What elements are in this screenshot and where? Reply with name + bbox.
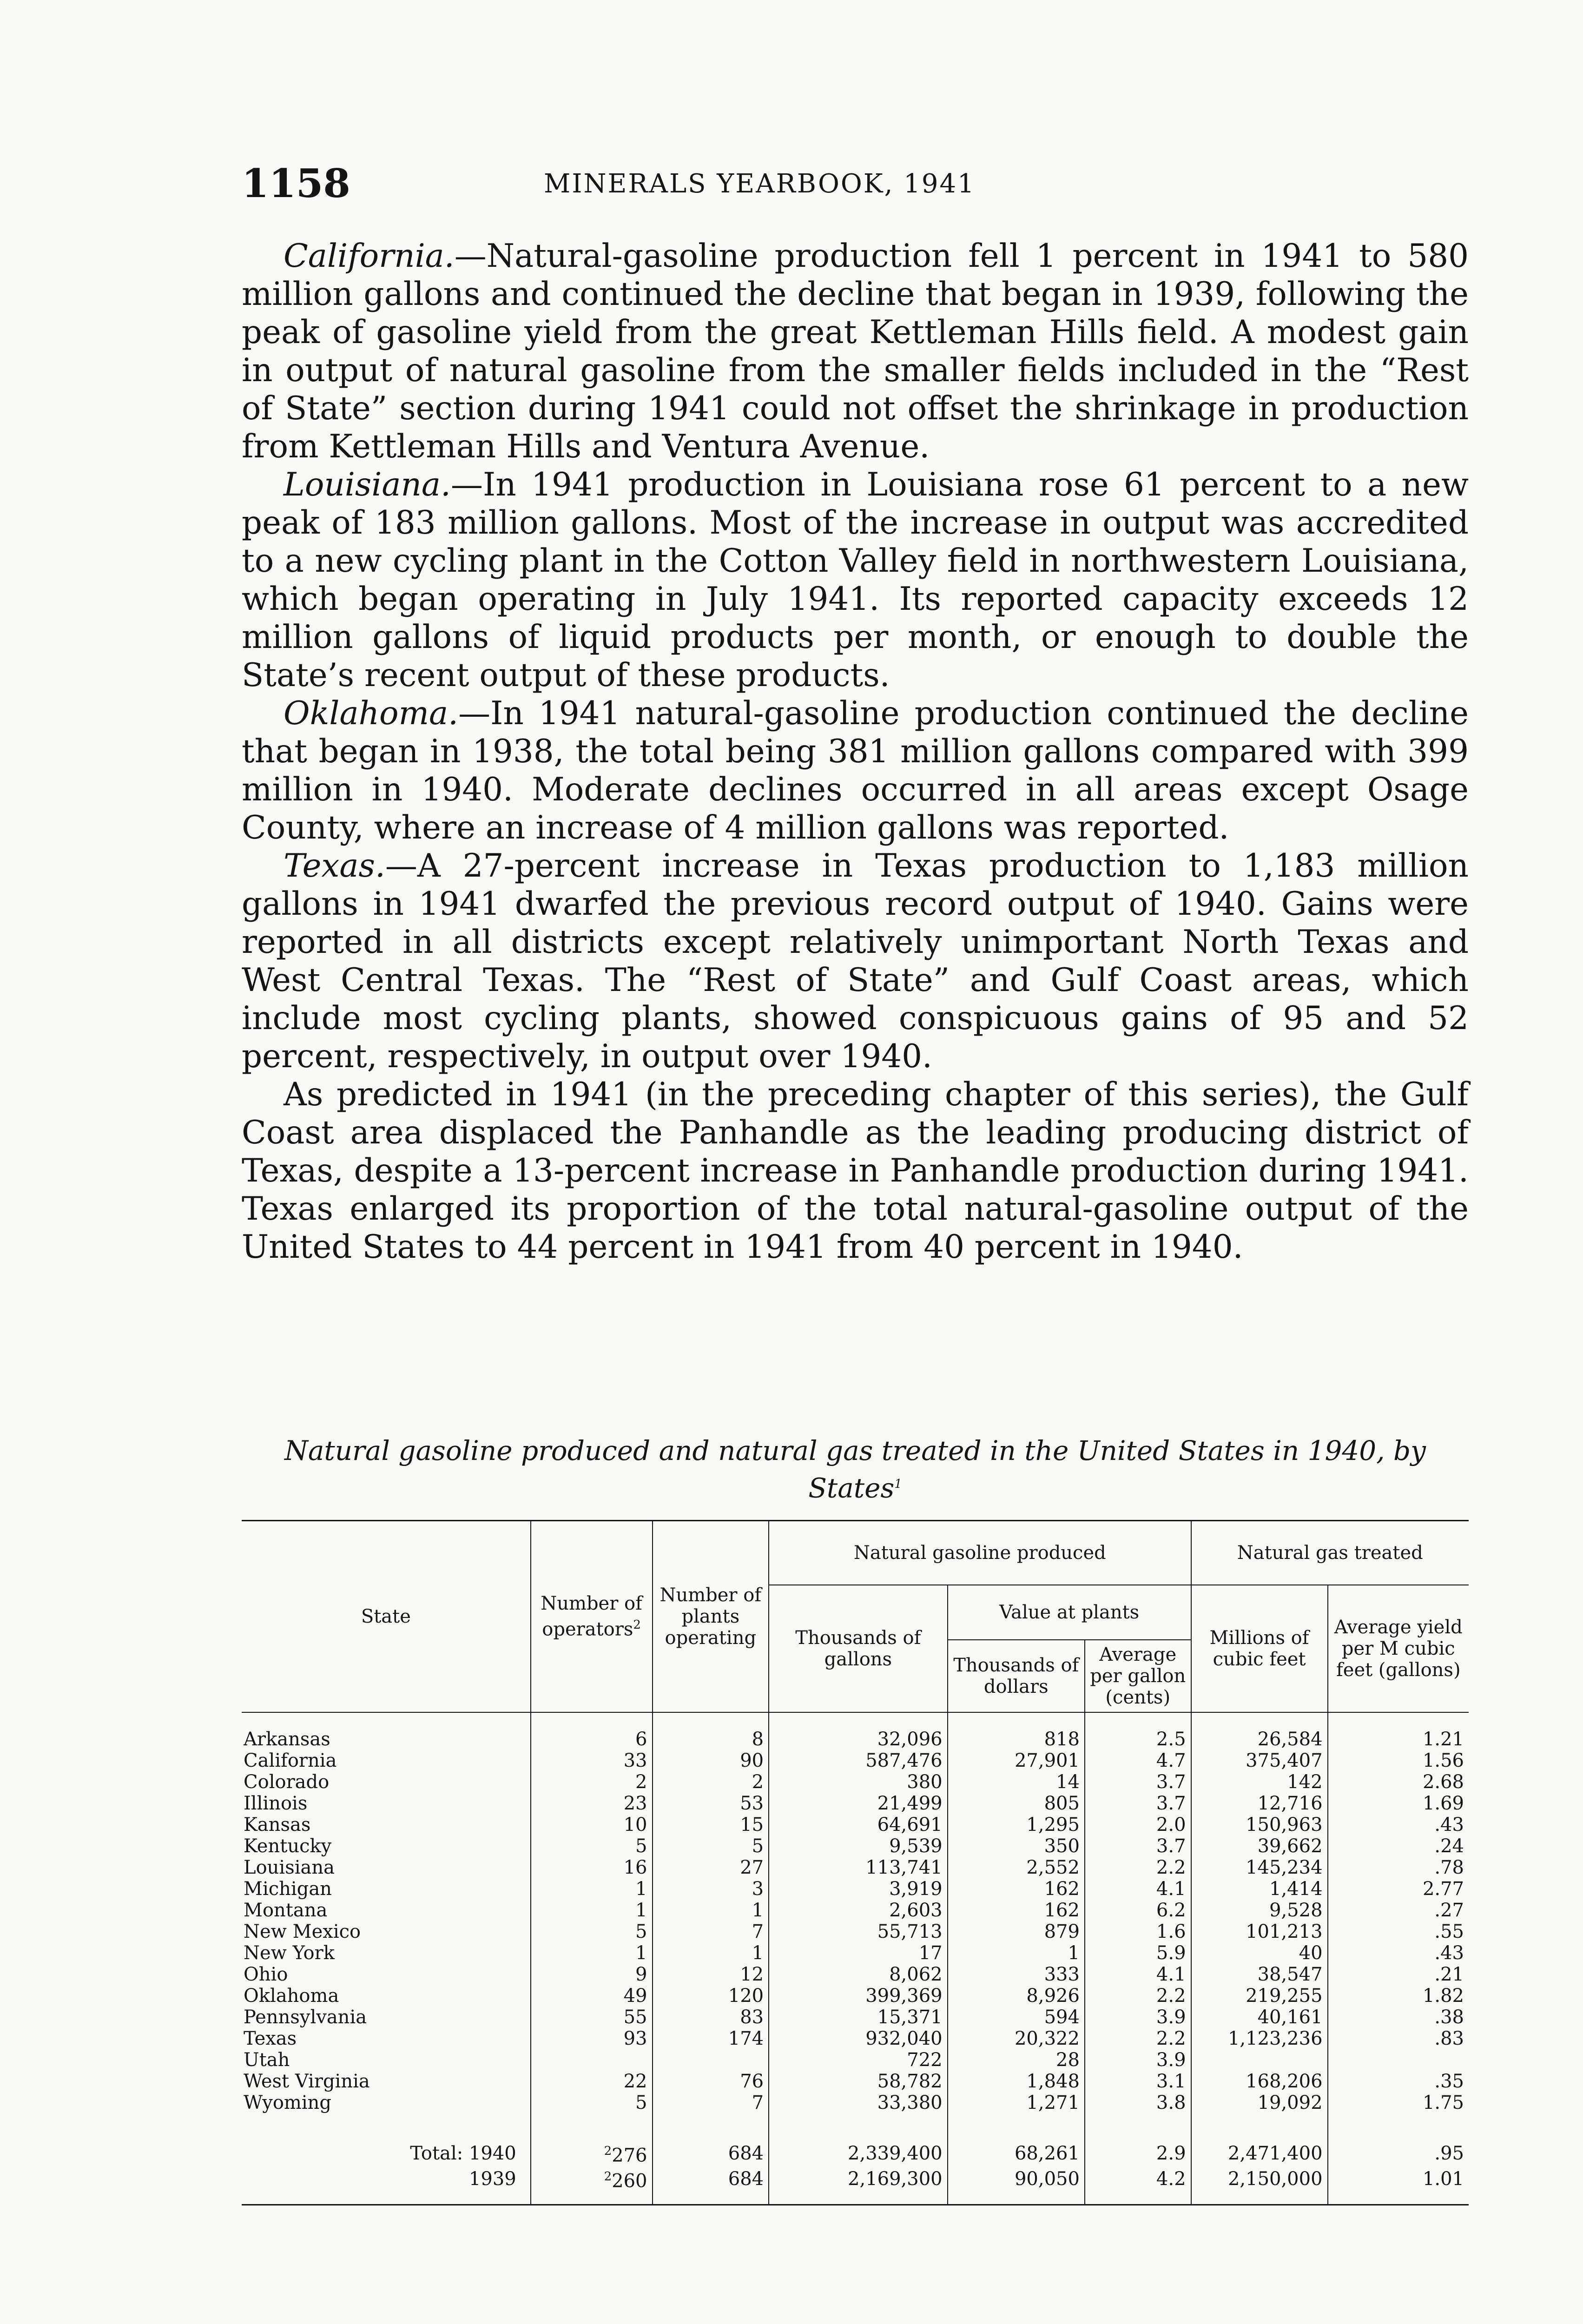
state-cell: Kansas <box>242 1814 531 1835</box>
plants-cell: 1 <box>653 1900 769 1921</box>
state-cell: Ohio <box>242 1964 531 1985</box>
table-row <box>242 1750 1469 1771</box>
dollars-cell: 68,261 <box>948 2113 1085 2166</box>
yield-cell: .43 <box>1434 1942 1464 1964</box>
state-cell: Arkansas <box>242 1712 531 1750</box>
paragraph-gulf-coast <box>242 1076 1469 1266</box>
state-cell: New York <box>242 1942 531 1964</box>
state-cell: Kentucky <box>242 1835 531 1857</box>
yield-cell: .95 <box>1434 2142 1464 2164</box>
operators-cell: 2 <box>531 1771 653 1793</box>
gallons-cell: 587,476 <box>769 1750 947 1771</box>
gallons-cell: 380 <box>769 1771 947 1793</box>
cents-cell: 2.9 <box>1085 2113 1191 2166</box>
table-row <box>242 1771 1469 1793</box>
paragraph-text: —In 1941 natural-gasoline production continued the decline that began in 1938, the total being 381 million gallons compared with 399 million in 1940. Moderate declines occurred in all areas except Osage County, where an increase of 4 million gallons was reported. <box>242 695 1469 846</box>
mcf-cell: 1,414 <box>1191 1878 1328 1900</box>
dollars-cell: 879 <box>948 1921 1085 1942</box>
mcf-cell: 150,963 <box>1191 1814 1328 1835</box>
header-average-yield: Average yield per M cubic feet (gallons) <box>1328 1585 1469 1712</box>
plants-cell: 3 <box>653 1878 769 1900</box>
paragraph-heading: Oklahoma. <box>284 695 459 732</box>
state-cell: California <box>242 1750 531 1771</box>
mcf-cell: 12,716 <box>1191 1793 1328 1814</box>
dollars-cell: 2,552 <box>948 1857 1085 1878</box>
state-cell: Illinois <box>242 1793 531 1814</box>
operators-cell: 49 <box>531 1985 653 2007</box>
plants-cell: 76 <box>653 2071 769 2092</box>
dollars-cell: 1,295 <box>948 1814 1085 1835</box>
running-title: MINERALS YEARBOOK, 1941 <box>544 169 976 199</box>
gallons-cell: 21,499 <box>769 1793 947 1814</box>
plants-cell: 83 <box>653 2007 769 2028</box>
mcf-cell: 142 <box>1191 1771 1328 1793</box>
yield-cell: .27 <box>1434 1900 1464 1921</box>
paragraph-louisiana <box>242 466 1469 694</box>
cents-cell: 4.1 <box>1085 1878 1191 1900</box>
table-row <box>242 2007 1469 2028</box>
state-cell: New Mexico <box>242 1921 531 1942</box>
operators-footnote-mark: 2 <box>604 2170 612 2184</box>
total-label-cell: 1939 <box>242 2166 531 2205</box>
state-cell: Wyoming <box>242 2092 531 2113</box>
operators-value: 276 <box>612 2145 647 2166</box>
gallons-cell: 55,713 <box>769 1921 947 1942</box>
state-cell: West Virginia <box>242 2071 531 2092</box>
plants-cell: 15 <box>653 1814 769 1835</box>
dollars-cell: 594 <box>948 2007 1085 2028</box>
mcf-cell: 219,255 <box>1191 1985 1328 2007</box>
mcf-cell: 2,150,000 <box>1191 2166 1328 2205</box>
table-row <box>242 1964 1469 1985</box>
mcf-cell: 40,161 <box>1191 2007 1328 2028</box>
table-row <box>242 1900 1469 1921</box>
plants-cell: 8 <box>653 1712 769 1750</box>
operators-cell: 5 <box>531 1835 653 1857</box>
mcf-cell: 9,528 <box>1191 1900 1328 1921</box>
operators-cell: 10 <box>531 1814 653 1835</box>
table-row <box>242 2092 1469 2113</box>
state-cell: Utah <box>242 2049 531 2071</box>
header-plants: Number of plants operating <box>653 1521 769 1713</box>
table-body <box>242 1712 1469 2113</box>
yield-cell: .35 <box>1434 2071 1464 2092</box>
gallons-cell: 399,369 <box>769 1985 947 2007</box>
table-row <box>242 1985 1469 2007</box>
operators-cell: 6 <box>531 1712 653 1750</box>
cents-cell: 5.9 <box>1085 1942 1191 1964</box>
dollars-cell: 27,901 <box>948 1750 1085 1771</box>
total-row <box>242 2113 1469 2166</box>
plants-cell: 2 <box>653 1771 769 1793</box>
header-operators-text: Number of operators <box>541 1593 642 1640</box>
mcf-cell: 39,662 <box>1191 1835 1328 1857</box>
cents-cell: 4.7 <box>1085 1750 1191 1771</box>
operators-cell: 33 <box>531 1750 653 1771</box>
cents-cell: 2.5 <box>1085 1712 1191 1750</box>
state-cell: Montana <box>242 1900 531 1921</box>
cents-cell: 4.2 <box>1085 2166 1191 2205</box>
gallons-cell: 15,371 <box>769 2007 947 2028</box>
plants-cell: 5 <box>653 1835 769 1857</box>
paragraph-oklahoma <box>242 694 1469 847</box>
operators-cell: 23 <box>531 1793 653 1814</box>
table-row <box>242 1857 1469 1878</box>
cents-cell: 3.7 <box>1085 1835 1191 1857</box>
cents-cell: 4.1 <box>1085 1964 1191 1985</box>
operators-cell: 16 <box>531 1857 653 1878</box>
paragraph-california <box>242 237 1469 466</box>
yield-cell: 1.56 <box>1422 1750 1464 1771</box>
mcf-cell: 26,584 <box>1191 1712 1328 1750</box>
yield-cell: 1.75 <box>1422 2092 1464 2113</box>
header-group-gas: Natural gas treated <box>1191 1521 1469 1585</box>
table-row <box>242 1835 1469 1857</box>
plants-cell: 90 <box>653 1750 769 1771</box>
mcf-cell: 19,092 <box>1191 2092 1328 2113</box>
state-cell: Oklahoma <box>242 1985 531 2007</box>
mcf-cell: 40 <box>1191 1942 1328 1964</box>
state-cell: Colorado <box>242 1771 531 1793</box>
header-thousands-gallons: Thousands of gallons <box>769 1585 947 1712</box>
paragraph-text: —A 27-percent increase in Texas production to 1,183 million gallons in 1941 dwarfed the previous record output of 1940. Gains were reported in all districts except relatively unimportant North Texas and West Central Texas. The “Rest of State” and Gulf Coast areas, which include most cycling plants, showed conspicuous gains of 95 and 52 percent, respectively, in output over 1940. <box>242 847 1469 1075</box>
gallons-cell: 32,096 <box>769 1712 947 1750</box>
dollars-cell: 8,926 <box>948 1985 1085 2007</box>
paragraph-texas <box>242 847 1469 1076</box>
dollars-cell: 162 <box>948 1900 1085 1921</box>
table-row <box>242 2049 1469 2071</box>
plants-cell: 53 <box>653 1793 769 1814</box>
operators-cell: 1 <box>531 1942 653 1964</box>
plants-cell: 174 <box>653 2028 769 2049</box>
cents-cell: 3.7 <box>1085 1771 1191 1793</box>
gallons-cell: 2,339,400 <box>769 2113 947 2166</box>
operators-cell <box>531 2166 653 2205</box>
gasoline-by-state-table <box>242 1520 1469 2205</box>
yield-cell: 1.69 <box>1422 1793 1464 1814</box>
mcf-cell: 145,234 <box>1191 1857 1328 1878</box>
paragraph-text: —Natural-gasoline production fell 1 percent in 1941 to 580 million gallons and continued the decline that began in 1939, following the peak of gasoline yield from the great Kettleman Hills field. A modest gain in output of natural gasoline from the smaller fields included in the “Rest of State” section during 1941 could not offset the shrinkage in production from Kettleman Hills and Ventura Avenue. <box>242 238 1469 465</box>
dollars-cell: 1,271 <box>948 2092 1085 2113</box>
gallons-cell: 113,741 <box>769 1857 947 1878</box>
operators-cell: 5 <box>531 1921 653 1942</box>
state-cell: Pennsylvania <box>242 2007 531 2028</box>
dollars-cell: 162 <box>948 1878 1085 1900</box>
operators-cell: 9 <box>531 1964 653 1985</box>
mcf-cell: 168,206 <box>1191 2071 1328 2092</box>
gallons-cell: 33,380 <box>769 2092 947 2113</box>
cents-cell: 6.2 <box>1085 1900 1191 1921</box>
paragraph-text: As predicted in 1941 (in the preceding chapter of this series), the Gulf Coast area displaced the Panhandle as the leading producing district of Texas, despite a 13-percent increase in Panhandle production during 1941. Texas enlarged its proportion of the total natural-gasoline output of the United States to 44 percent in 1941 from 40 percent in 1940. <box>242 1076 1469 1266</box>
yield-cell: 2.77 <box>1422 1878 1464 1900</box>
yield-cell: .43 <box>1434 1814 1464 1835</box>
operators-footnote-mark: 2 <box>604 2144 612 2158</box>
header-value-at-plants: Value at plants <box>948 1585 1191 1640</box>
header-average-cents: Average per gallon (cents) <box>1085 1640 1191 1712</box>
plants-cell <box>653 2049 769 2071</box>
cents-cell: 2.2 <box>1085 1857 1191 1878</box>
page-header <box>242 160 1469 216</box>
gallons-cell: 3,919 <box>769 1878 947 1900</box>
page-number: 1158 <box>242 160 350 206</box>
total-label-cell: Total: 1940 <box>242 2113 531 2166</box>
table-row <box>242 1878 1469 1900</box>
plants-cell: 684 <box>653 2113 769 2166</box>
state-cell: Texas <box>242 2028 531 2049</box>
dollars-cell: 1,848 <box>948 2071 1085 2092</box>
mcf-cell: 2,471,400 <box>1191 2113 1328 2166</box>
plants-cell: 27 <box>653 1857 769 1878</box>
dollars-cell: 14 <box>948 1771 1085 1793</box>
header-operators-footnote-mark: 2 <box>633 1618 641 1632</box>
operators-cell: 5 <box>531 2092 653 2113</box>
cents-cell: 3.8 <box>1085 2092 1191 2113</box>
yield-cell: .55 <box>1434 1921 1464 1942</box>
cents-cell: 3.7 <box>1085 1793 1191 1814</box>
yield-cell: .21 <box>1434 1964 1464 1985</box>
plants-cell: 1 <box>653 1942 769 1964</box>
dollars-cell: 805 <box>948 1793 1085 1814</box>
gallons-cell: 722 <box>769 2049 947 2071</box>
gallons-cell: 932,040 <box>769 2028 947 2049</box>
table-row <box>242 1942 1469 1964</box>
table-row <box>242 1712 1469 1750</box>
yield-cell: .24 <box>1434 1835 1464 1857</box>
mcf-cell: 375,407 <box>1191 1750 1328 1771</box>
table-row <box>242 2071 1469 2092</box>
header-operators <box>531 1521 653 1713</box>
operators-cell: 1 <box>531 1878 653 1900</box>
yield-cell: 1.82 <box>1422 1985 1464 2007</box>
cents-cell: 2.2 <box>1085 1985 1191 2007</box>
paragraph-heading: Texas. <box>284 847 385 885</box>
cents-cell: 2.0 <box>1085 1814 1191 1835</box>
operators-cell <box>531 2113 653 2166</box>
plants-cell: 7 <box>653 1921 769 1942</box>
table-totals <box>242 2113 1469 2205</box>
table-title-text: Natural gasoline produced and natural gas treated in the United States in 1940, by States <box>284 1435 1426 1504</box>
mcf-cell: 38,547 <box>1191 1964 1328 1985</box>
header-thousands-dollars: Thousands of dollars <box>948 1640 1085 1712</box>
state-cell: Louisiana <box>242 1857 531 1878</box>
yield-cell <box>1328 2049 1469 2071</box>
cents-cell: 3.9 <box>1085 2007 1191 2028</box>
plants-cell: 684 <box>653 2166 769 2205</box>
cents-cell: 3.9 <box>1085 2049 1191 2071</box>
plants-cell: 120 <box>653 1985 769 2007</box>
body-text <box>242 237 1469 1266</box>
gallons-cell: 17 <box>769 1942 947 1964</box>
gallons-cell: 58,782 <box>769 2071 947 2092</box>
table-row <box>242 1814 1469 1835</box>
operators-cell: 55 <box>531 2007 653 2028</box>
paragraph-text: —In 1941 production in Louisiana rose 61 percent to a new peak of 183 million gallons. Most of the increase in output was accredited to a new cycling plant in the Cotton Valley field in northwestern Louisiana, which began operating in July 1941. Its reported capacity exceeds 12 million gallons of liquid products per month, or enough to double the State’s recent output of these products. <box>242 466 1469 694</box>
table-title-footnote-mark: 1 <box>894 1477 902 1491</box>
yield-cell: 1.21 <box>1422 1729 1464 1750</box>
paragraph-heading: California. <box>284 238 455 275</box>
plants-cell: 12 <box>653 1964 769 1985</box>
operators-cell: 22 <box>531 2071 653 2092</box>
table-row <box>242 2028 1469 2049</box>
gallons-cell: 8,062 <box>769 1964 947 1985</box>
operators-cell <box>531 2049 653 2071</box>
total-row <box>242 2166 1469 2205</box>
header-millions-cubic-feet: Millions of cubic feet <box>1191 1585 1328 1712</box>
operators-cell: 93 <box>531 2028 653 2049</box>
dollars-cell: 818 <box>948 1712 1085 1750</box>
yield-cell: .83 <box>1434 2028 1464 2049</box>
dollars-cell: 20,322 <box>948 2028 1085 2049</box>
gallons-cell: 2,169,300 <box>769 2166 947 2205</box>
dollars-cell: 90,050 <box>948 2166 1085 2205</box>
cents-cell: 1.6 <box>1085 1921 1191 1942</box>
dollars-cell: 333 <box>948 1964 1085 1985</box>
yield-cell: 1.01 <box>1422 2168 1464 2190</box>
dollars-cell: 28 <box>948 2049 1085 2071</box>
cents-cell: 3.1 <box>1085 2071 1191 2092</box>
yield-cell: .38 <box>1434 2007 1464 2028</box>
operators-cell: 1 <box>531 1900 653 1921</box>
paragraph-heading: Louisiana. <box>284 466 451 503</box>
mcf-cell <box>1191 2049 1328 2071</box>
table-title <box>242 1434 1469 1505</box>
cents-cell: 2.2 <box>1085 2028 1191 2049</box>
mcf-cell: 1,123,236 <box>1191 2028 1328 2049</box>
operators-value: 260 <box>612 2170 647 2192</box>
dollars-cell: 1 <box>948 1942 1085 1964</box>
plants-cell: 7 <box>653 2092 769 2113</box>
header-state: State <box>242 1521 531 1713</box>
mcf-cell: 101,213 <box>1191 1921 1328 1942</box>
dollars-cell: 350 <box>948 1835 1085 1857</box>
table-row <box>242 1793 1469 1814</box>
gallons-cell: 9,539 <box>769 1835 947 1857</box>
yield-cell: .78 <box>1434 1857 1464 1878</box>
gallons-cell: 2,603 <box>769 1900 947 1921</box>
table-row <box>242 1921 1469 1942</box>
header-group-gasoline: Natural gasoline produced <box>769 1521 1191 1585</box>
gallons-cell: 64,691 <box>769 1814 947 1835</box>
yield-cell: 2.68 <box>1422 1771 1464 1793</box>
state-cell: Michigan <box>242 1878 531 1900</box>
